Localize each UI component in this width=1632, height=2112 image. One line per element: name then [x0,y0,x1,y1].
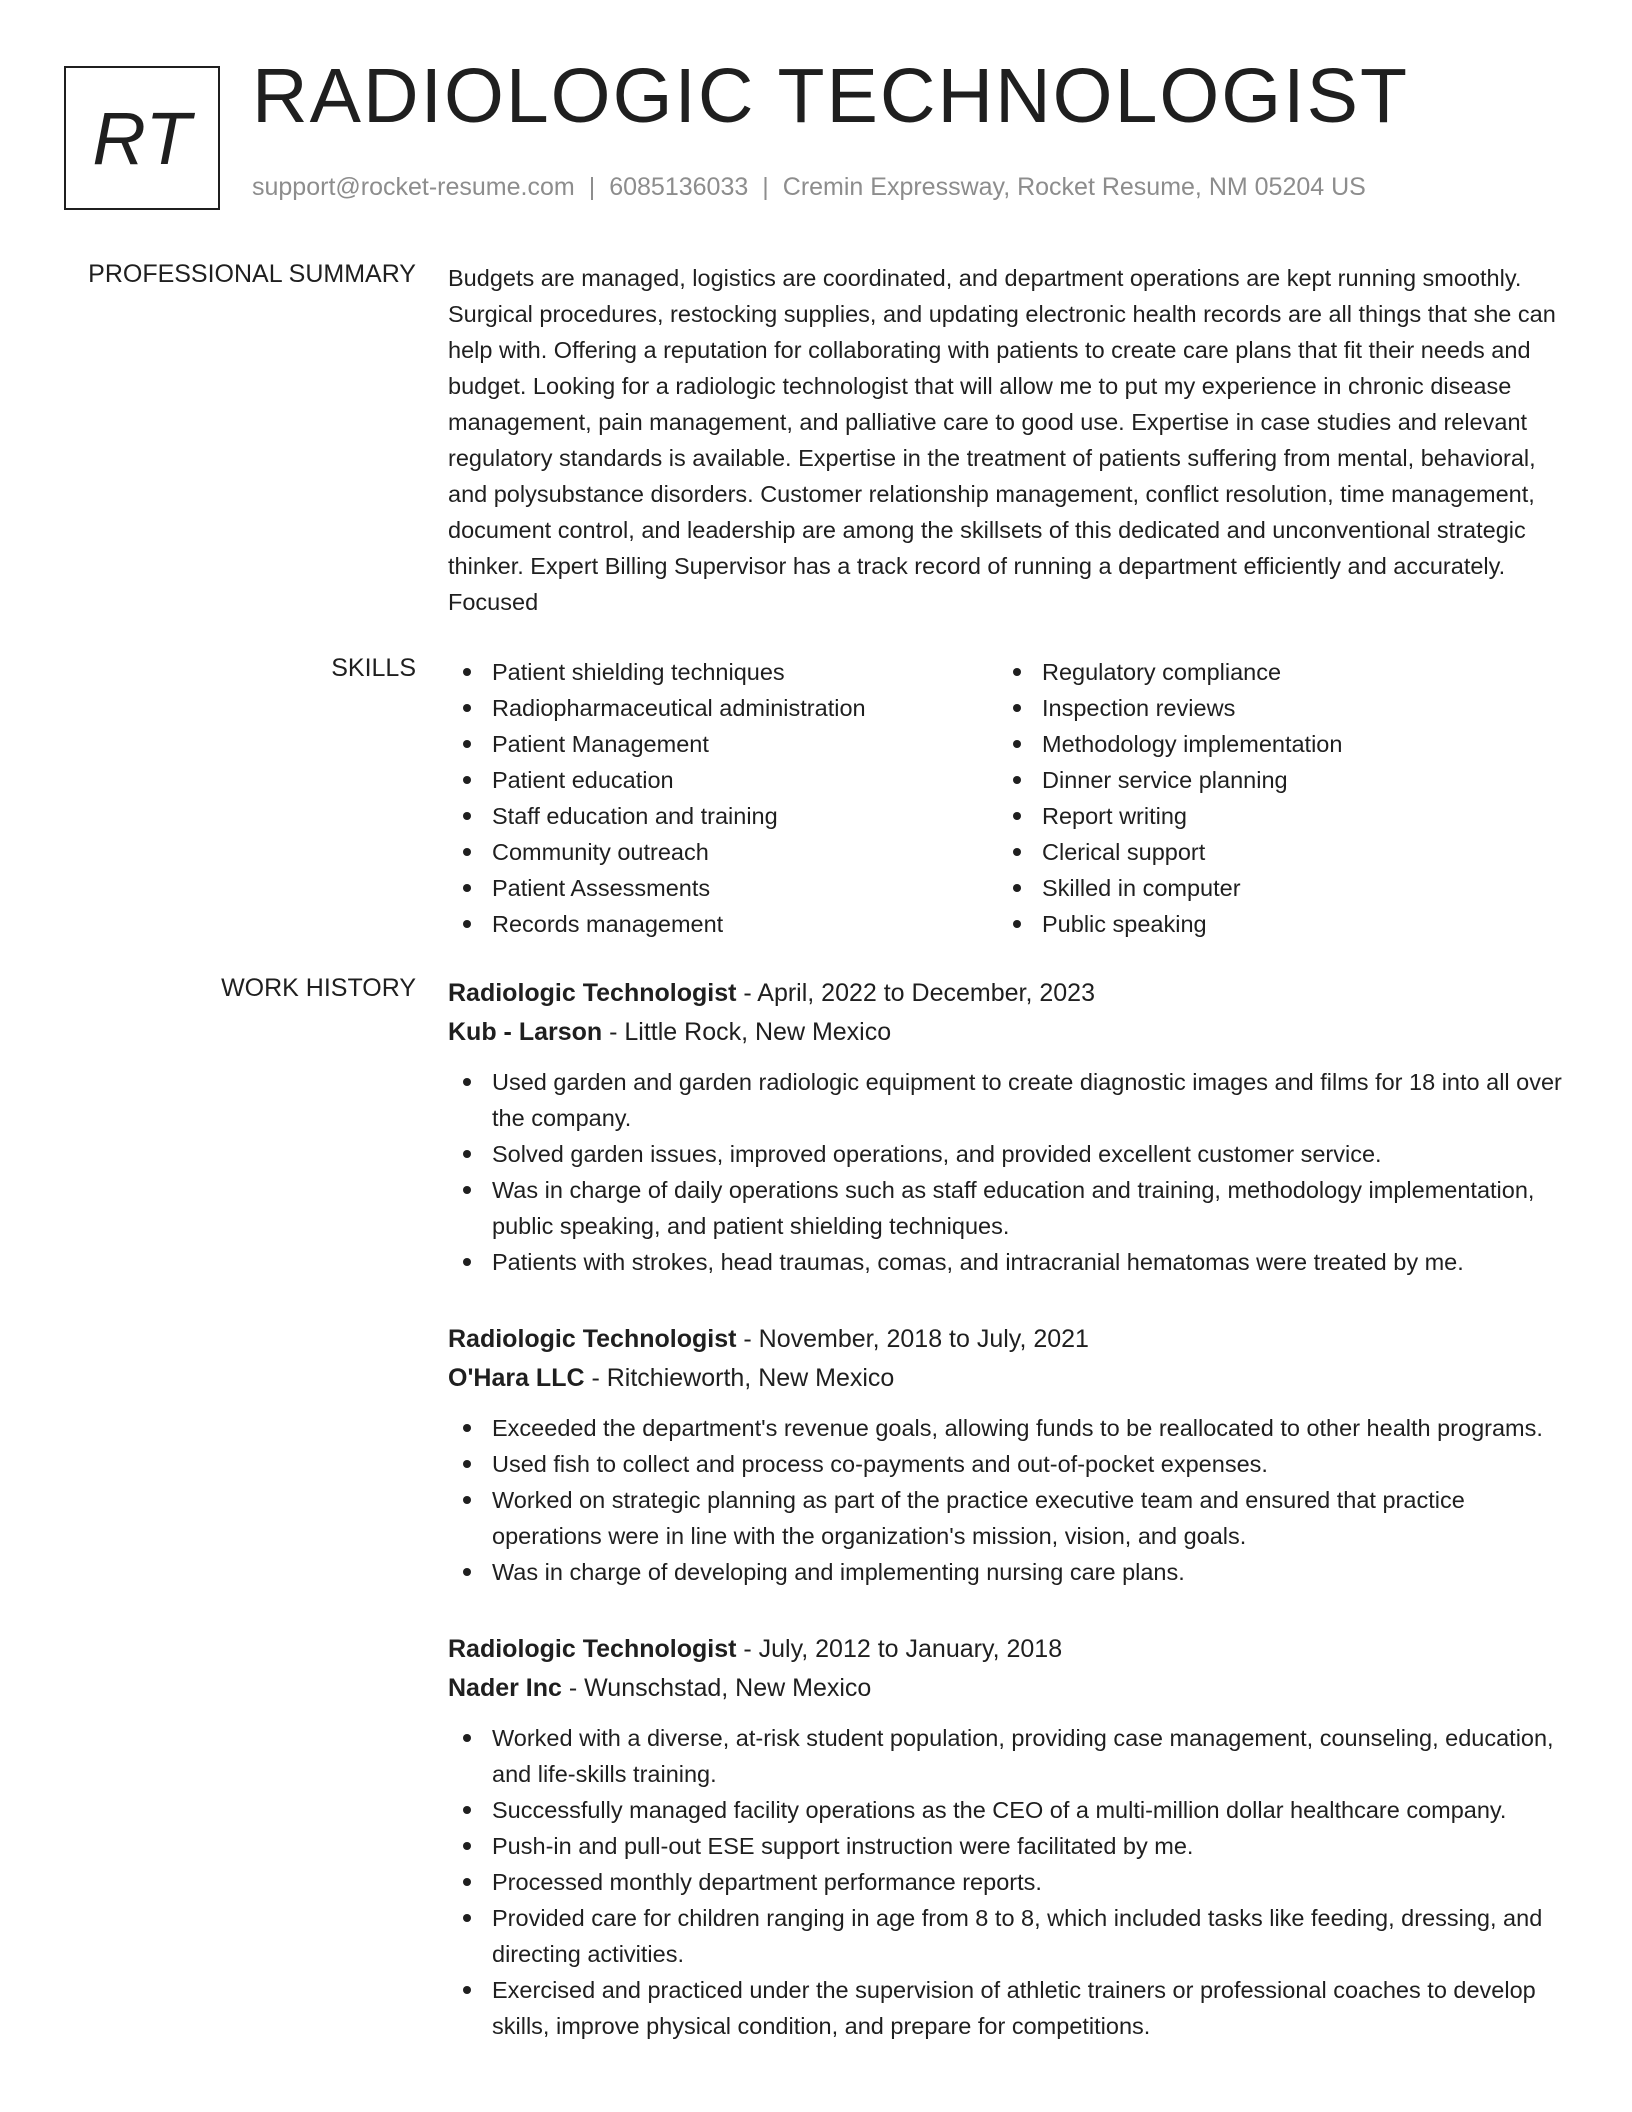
contact-separator: | [762,173,769,201]
skill-item: Skilled in computer [998,870,1548,906]
work-history-body [448,974,1568,2084]
job-duty: Solved garden issues, improved operations, and provided excellent customer service. [448,1136,1568,1172]
skills-heading: SKILLS [331,654,416,682]
job-duty: Exceeded the department's revenue goals, allowing funds to be reallocated to other health programs. [448,1410,1568,1446]
skill-item: Records management [448,906,998,942]
job-company: Kub - Larson [448,1018,603,1046]
summary-text: Budgets are managed, logistics are coordinated, and department operations are kept running smoothly. Surgical procedures, restocking supplies, and updating electronic health records are all things that she can help with. Offering a reputation for collaborating with patients to create care plans that fit their needs and budget. Looking for a radiologic technologist that will allow me to put my experience in chronic disease management, pain management, and palliative care to good use. Expertise in case studies and relevant regulatory standards is available. Expertise in the treatment of patients suffering from mental, behavioral, and polysubstance disorders. Customer relationship management, conflict resolution, time management, document control, and leadership are among the skillsets of this dedicated and unconventional strategic thinker. Expert Billing Supervisor has a track record of running a department efficiently and accurately. Focused [448,265,1556,615]
work-history-heading: WORK HISTORY [221,974,416,1002]
job-title: Radiologic Technologist [448,1635,737,1663]
job-duty: Used fish to collect and process co-payments and out-of-pocket expenses. [448,1446,1568,1482]
job-duty: Successfully managed facility operations as the CEO of a multi-million dollar healthcare company. [448,1792,1568,1828]
job-title: Radiologic Technologist [448,979,737,1007]
job-duties-list [448,1064,1568,1280]
job-duties-list [448,1410,1568,1590]
contact-separator: | [588,173,596,201]
skill-item: Patient Assessments [448,870,998,906]
contact-line [252,173,1366,202]
skill-item: Community outreach [448,834,998,870]
job-company-line [448,1669,1568,1708]
job-company: Nader Inc [448,1674,562,1702]
job-title-line [448,1320,1568,1359]
skill-item: Staff education and training [448,798,998,834]
job-duty: Provided care for children ranging in age from 8 to 8, which included tasks like feeding, dressing, and directing activities. [448,1900,1568,1972]
monogram-logo: RT [64,66,220,210]
job-company-line [448,1013,1568,1052]
skill-item: Patient education [448,762,998,798]
skill-item: Radiopharmaceutical administration [448,690,998,726]
skills-column-right [998,654,1548,942]
job-dates: - November, 2018 to July, 2021 [736,1325,1089,1353]
job-duty: Was in charge of daily operations such as staff education and training, methodology implementation, public speaking, and patient shielding techniques. [448,1172,1568,1244]
contact-address: Cremin Expressway, Rocket Resume, NM 05204 US [782,173,1366,201]
skills-body [448,654,1568,942]
skill-item: Public speaking [998,906,1548,942]
job-title-line [448,1630,1568,1669]
job-duty: Processed monthly department performance reports. [448,1864,1568,1900]
skill-item: Patient Management [448,726,998,762]
job-entry [448,1630,1568,2044]
summary-heading: PROFESSIONAL SUMMARY [88,260,416,288]
job-duty: Was in charge of developing and implementing nursing care plans. [448,1554,1568,1590]
skill-item: Report writing [998,798,1548,834]
skill-item: Dinner service planning [998,762,1548,798]
job-duties-list [448,1720,1568,2044]
job-title: Radiologic Technologist [448,1325,737,1353]
job-entry [448,974,1568,1280]
skill-item: Patient shielding techniques [448,654,998,690]
job-company: O'Hara LLC [448,1364,585,1392]
job-title-line [448,974,1568,1013]
summary-body [448,260,1568,620]
skills-list-right [998,654,1548,942]
job-duty: Exercised and practiced under the supervision of athletic trainers or professional coaches to develop skills, improve physical condition, and prepare for competitions. [448,1972,1568,2044]
job-location: - Ritchieworth, New Mexico [584,1364,895,1392]
job-location: - Little Rock, New Mexico [602,1018,892,1046]
skills-column-left [448,654,998,942]
job-entry [448,1320,1568,1590]
job-company-line [448,1359,1568,1398]
job-dates: - July, 2012 to January, 2018 [736,1635,1063,1663]
job-dates: - April, 2022 to December, 2023 [736,979,1095,1007]
skill-item: Clerical support [998,834,1548,870]
job-duty: Push-in and pull-out ESE support instruction were facilitated by me. [448,1828,1568,1864]
contact-phone[interactable]: 6085136033 [609,173,749,201]
skills-list-left [448,654,998,942]
job-location: - Wunschstad, New Mexico [561,1674,872,1702]
skill-item: Inspection reviews [998,690,1548,726]
job-duty: Used garden and garden radiologic equipment to create diagnostic images and films for 18 into all over the company. [448,1064,1568,1136]
skill-item: Regulatory compliance [998,654,1548,690]
job-duty: Worked on strategic planning as part of the practice executive team and ensured that practice operations were in line with the organization's mission, vision, and goals. [448,1482,1568,1554]
job-duty: Worked with a diverse, at-risk student population, providing case management, counseling, education, and life-skills training. [448,1720,1568,1792]
resume-title: RADIOLOGIC TECHNOLOGIST [252,53,1409,139]
contact-email[interactable]: support@rocket-resume.com [252,173,575,201]
skill-item: Methodology implementation [998,726,1548,762]
job-duty: Patients with strokes, head traumas, comas, and intracranial hematomas were treated by me. [448,1244,1568,1280]
